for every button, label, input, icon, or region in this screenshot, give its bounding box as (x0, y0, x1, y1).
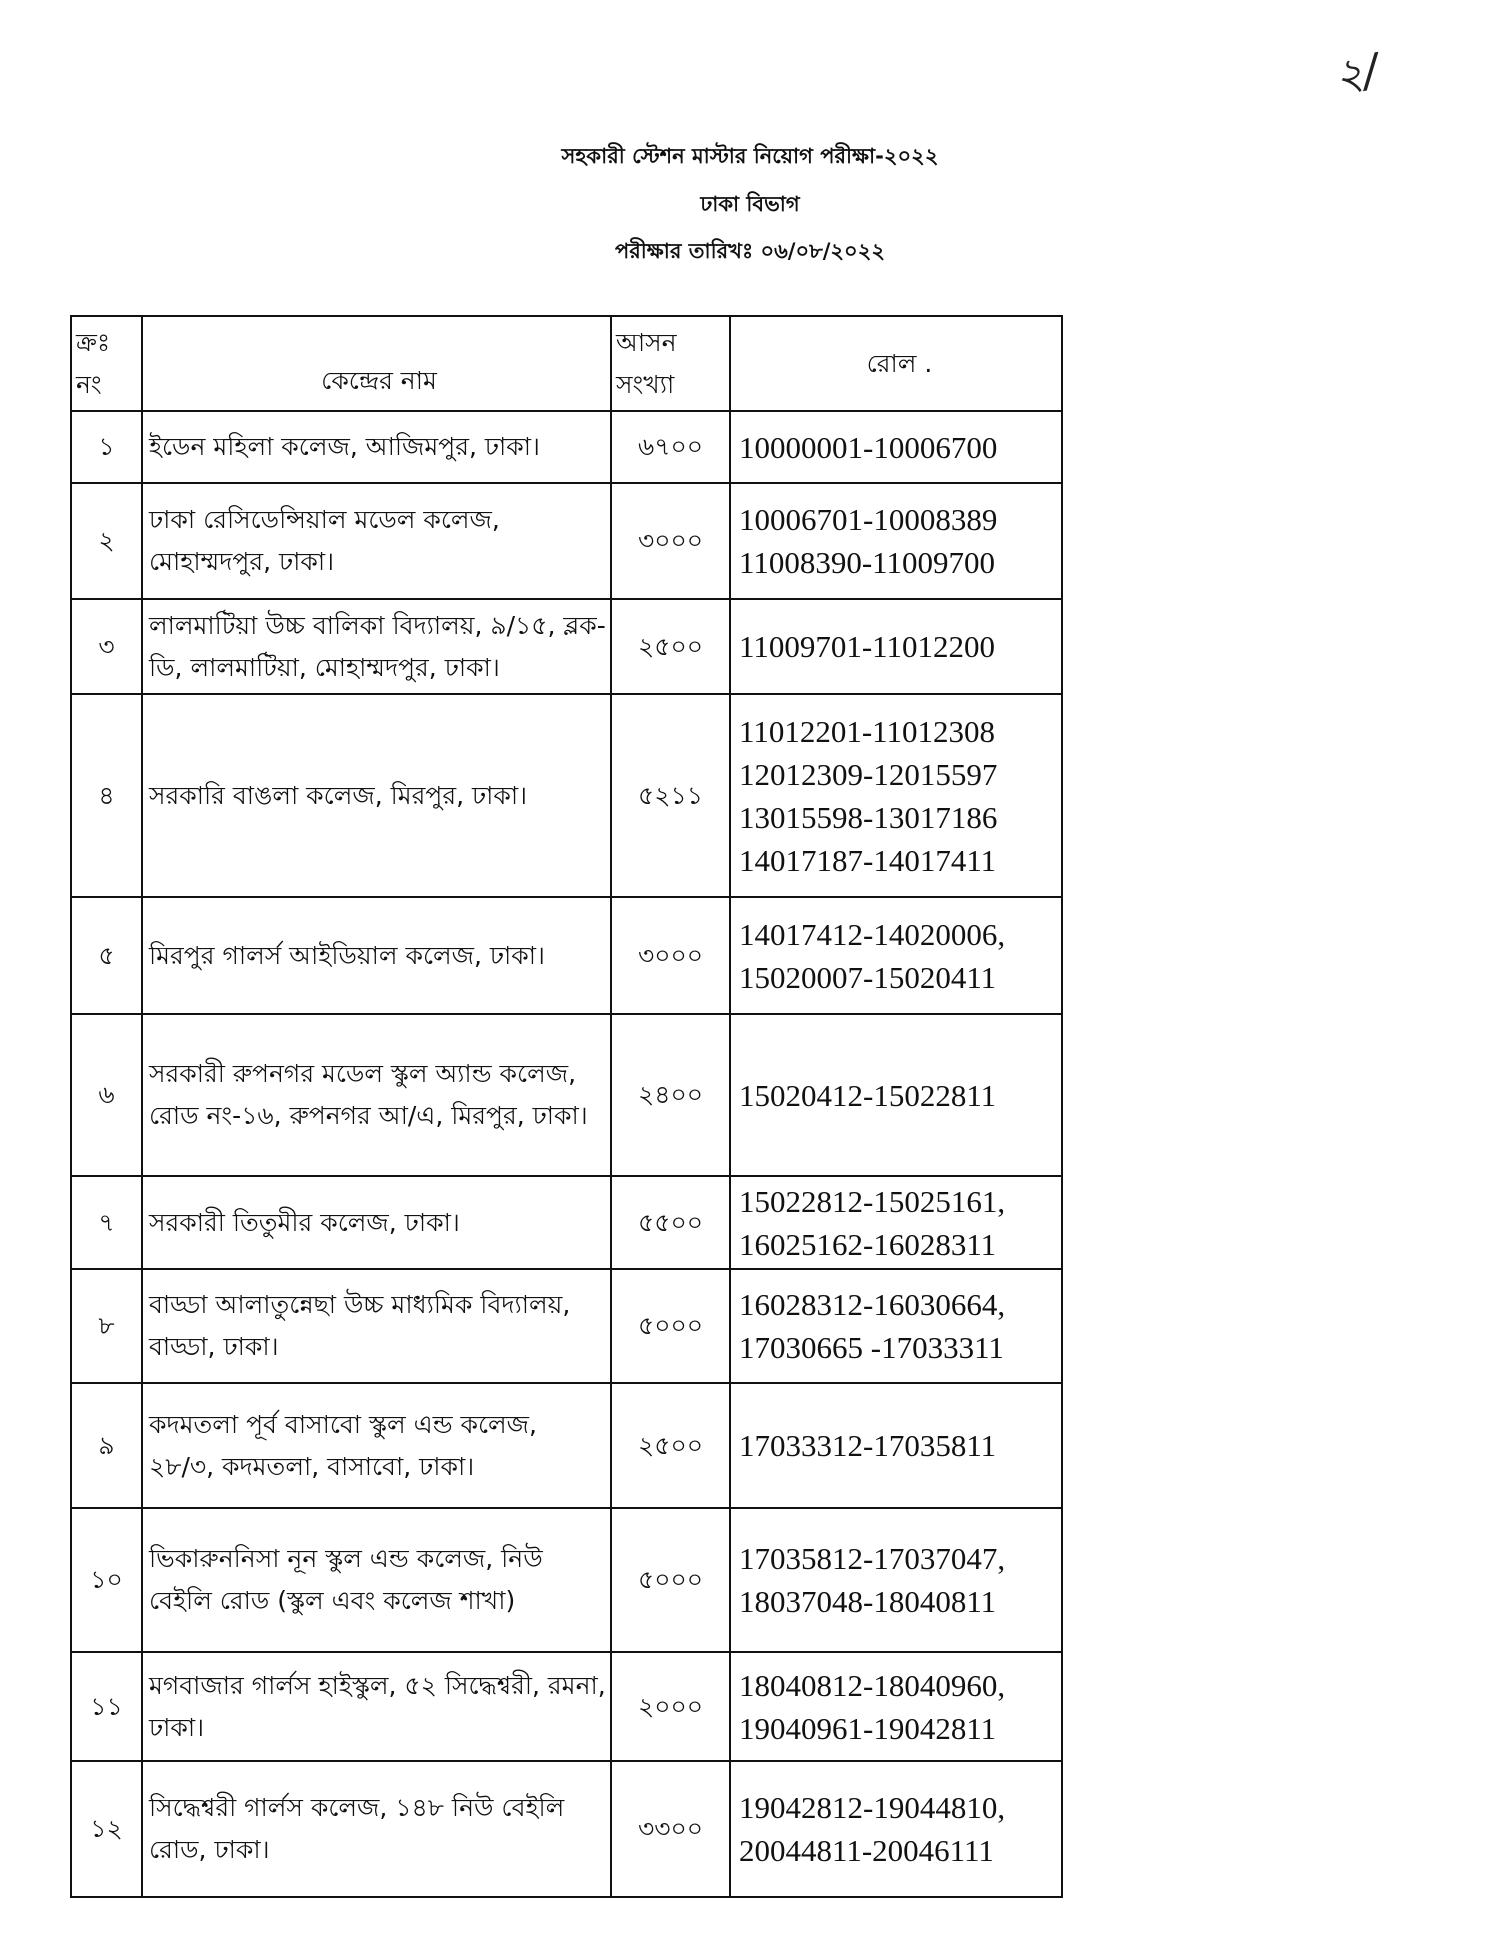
roll-range: 11008390-11009700 (739, 545, 996, 580)
seat-count: ৫২১১ (611, 694, 730, 897)
seat-count: ৩৩০০ (611, 1761, 730, 1897)
exam-center-table (70, 315, 1063, 1898)
roll-range: 11012201-11012308 (739, 713, 996, 749)
seat-count: ২০০০ (611, 1652, 730, 1761)
serial-number: ৪ (71, 694, 142, 897)
center-name: লালমাটিয়া উচ্চ বালিকা বিদ্যালয়, ৯/১৫, ব্লক-ডি, লালমাটিয়া, মোহাম্মদপুর, ঢাকা। (142, 599, 611, 694)
roll-range-cell (730, 599, 1062, 694)
seat-count: ৫০০০ (611, 1508, 730, 1652)
roll-range: 17035812-17037047, (739, 1541, 1006, 1576)
roll-range-cell (730, 1383, 1062, 1508)
table-row (71, 1652, 1062, 1761)
seat-count: ৬৭০০ (611, 411, 730, 483)
roll-range-cell (730, 1652, 1062, 1761)
table-row (71, 1014, 1062, 1176)
roll-range: 14017412-14020006, (739, 916, 1006, 952)
roll-range: 11009701-11012200 (739, 629, 996, 664)
roll-range: 17030665 -17033311 (739, 1330, 1004, 1365)
center-name: সরকারি বাঙলা কলেজ, মিরপুর, ঢাকা। (142, 694, 611, 897)
table-row (71, 599, 1062, 694)
serial-number: ৯ (71, 1383, 142, 1508)
serial-number: ১১ (71, 1652, 142, 1761)
seat-count: ৫০০০ (611, 1269, 730, 1383)
center-name: ঢাকা রেসিডেন্সিয়াল মডেল কলেজ, মোহাম্মদপুর, ঢাকা। (142, 483, 611, 599)
roll-range: 18040812-18040960, (739, 1667, 1006, 1703)
center-name: সরকারী তিতুমীর কলেজ, ঢাকা। (142, 1176, 611, 1269)
roll-range-cell (730, 694, 1062, 897)
serial-number: ৭ (71, 1176, 142, 1269)
column-header-seats: আসন সংখ্যা (611, 316, 730, 411)
roll-range-cell (730, 1176, 1062, 1269)
center-name: কদমতলা পূর্ব বাসাবো স্কুল এন্ড কলেজ, ২৮/৩, কদমতলা, বাসাবো, ঢাকা। (142, 1383, 611, 1508)
roll-range-cell (730, 1761, 1062, 1897)
roll-range: 13015598-13017186 (739, 799, 998, 835)
roll-range-cell (730, 897, 1062, 1014)
center-name: ইডেন মহিলা কলেজ, আজিমপুর, ঢাকা। (142, 411, 611, 483)
center-name: সিদ্ধেশ্বরী গার্লস কলেজ, ১৪৮ নিউ বেইলি রোড, ঢাকা। (142, 1761, 611, 1897)
serial-number: ১০ (71, 1508, 142, 1652)
page-number: ২/ (1330, 44, 1383, 103)
column-header-center-name: কেন্দ্রের নাম (142, 316, 611, 411)
roll-range: 16025162-16028311 (739, 1226, 997, 1262)
roll-range: 19040961-19042811 (739, 1710, 997, 1746)
roll-range: 15020412-15022811 (739, 1077, 997, 1113)
roll-range: 19042812-19044810, (739, 1790, 1006, 1825)
table-row (71, 1761, 1062, 1897)
roll-range-cell (730, 1014, 1062, 1176)
roll-range-cell (730, 411, 1062, 483)
center-name: সরকারী রুপনগর মডেল স্কুল অ্যান্ড কলেজ, রোড নং-১৬, রুপনগর আ/এ, মিরপুর, ঢাকা। (142, 1014, 611, 1176)
roll-range-cell (730, 483, 1062, 599)
roll-range: 16028312-16030664, (739, 1287, 1006, 1322)
table-row (71, 897, 1062, 1014)
roll-range-cell (730, 1508, 1062, 1652)
roll-range: 17033312-17035811 (739, 1428, 997, 1463)
seat-count: ২৫০০ (611, 1383, 730, 1508)
roll-range: 15022812-15025161, (739, 1183, 1006, 1219)
serial-number: ৬ (71, 1014, 142, 1176)
roll-range: 14017187-14017411 (739, 842, 997, 878)
document-title: সহকারী স্টেশন মাস্টার নিয়োগ পরীক্ষা-২০২২ (561, 144, 939, 168)
exam-date: পরীক্ষার তারিখঃ ০৬/০৮/২০২২ (614, 239, 886, 263)
serial-number: ৮ (71, 1269, 142, 1383)
table-row (71, 411, 1062, 483)
table-row (71, 1269, 1062, 1383)
roll-range: 20044811-20046111 (739, 1833, 994, 1868)
roll-range: 15020007-15020411 (739, 959, 997, 995)
seat-count: ২৪০০ (611, 1014, 730, 1176)
table-row (71, 694, 1062, 897)
serial-number: ২ (71, 483, 142, 599)
division-heading: ঢাকা বিভাগ (700, 192, 800, 216)
center-name: বাড্ডা আলাতুন্নেছা উচ্চ মাধ্যমিক বিদ্যালয়, বাড্ডা, ঢাকা। (142, 1269, 611, 1383)
roll-range: 18037048-18040811 (739, 1584, 997, 1619)
roll-range: 12012309-12015597 (739, 756, 998, 792)
seat-count: ৩০০০ (611, 483, 730, 599)
serial-number: ১ (71, 411, 142, 483)
roll-range: 10006701-10008389 (739, 502, 998, 537)
center-name: মগবাজার গার্লস হাইস্কুল, ৫২ সিদ্ধেশ্বরী, রমনা, ঢাকা। (142, 1652, 611, 1761)
table-row (71, 1176, 1062, 1269)
table-row (71, 1508, 1062, 1652)
seat-count: ২৫০০ (611, 599, 730, 694)
roll-range-cell (730, 1269, 1062, 1383)
serial-number: ১২ (71, 1761, 142, 1897)
column-header-serial: ক্রঃ নং (71, 316, 142, 411)
column-header-roll: রোল . (730, 316, 1062, 411)
seat-count: ৫৫০০ (611, 1176, 730, 1269)
table-header-row (71, 316, 1062, 411)
table-row (71, 483, 1062, 599)
serial-number: ৩ (71, 599, 142, 694)
roll-range: 10000001-10006700 (739, 429, 998, 465)
center-name: মিরপুর গালর্স আইডিয়াল কলেজ, ঢাকা। (142, 897, 611, 1014)
serial-number: ৫ (71, 897, 142, 1014)
seat-count: ৩০০০ (611, 897, 730, 1014)
center-name: ভিকারুননিসা নূন স্কুল এন্ড কলেজ, নিউ বেইলি রোড (স্কুল এবং কলেজ শাখা) (142, 1508, 611, 1652)
table-row (71, 1383, 1062, 1508)
